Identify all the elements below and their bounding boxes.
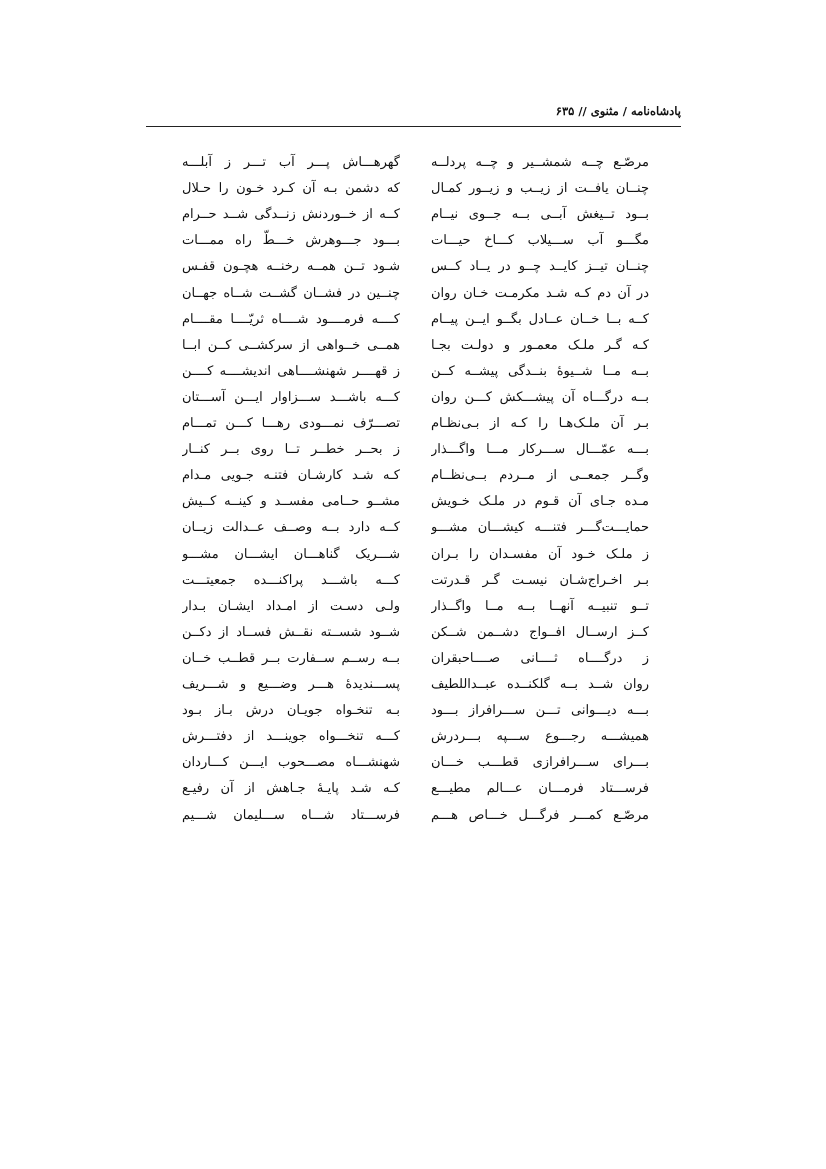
verse-couplet xyxy=(146,202,681,228)
verse-couplet xyxy=(146,281,681,307)
hemistich-left: کــه از خــوردنش زنــدگی شــد حــرام xyxy=(182,207,400,223)
hemistich-right: وگــر جمعــی از مــردم بــی‌نظــام xyxy=(431,468,649,484)
hemistich-right: بــود تــیغش آبــی بــه جــوی نیــام xyxy=(431,207,649,223)
hemistich-left: کـه شـد پایـهٔ جـاهش از آن رفیـع xyxy=(182,781,400,797)
verse-couplet xyxy=(146,176,681,202)
hemistich-left: کــــه فرمــــود شــــاه ثریّــــا مقــــام xyxy=(182,311,400,327)
hemistich-right: مگـــو آب ســـیلاب کـــاخ حیـــات xyxy=(431,233,649,249)
hemistich-left: تصـــرّف نمـــودی رهـــا کـــن تمـــام xyxy=(182,416,400,431)
verse-couplet xyxy=(146,385,681,411)
hemistich-right: کــز ارســال افــواج دشــمن شــکن xyxy=(431,624,649,640)
verse-couplet xyxy=(146,254,681,280)
hemistich-left: شــود شســته نقــش فســاد از دکــن xyxy=(182,624,400,640)
hemistich-right: تــو تنبیــه آنهــا بــه مــا واگــذار xyxy=(431,598,649,614)
verse-couplet xyxy=(146,724,681,750)
hemistich-right: مرصّـع چــه شمشــیر و چــه پردلــه xyxy=(431,155,649,170)
hemistich-right: چنــان یافــت از زیــب و زیــور کمـال xyxy=(431,181,649,197)
verse-couplet xyxy=(146,672,681,698)
hemistich-left: که دشمن بـه آن کـرد خـون را حـلال xyxy=(182,181,400,197)
hemistich-left: بـــود جـــوهرش خـــطّ راه ممـــات xyxy=(182,233,400,249)
hemistich-right: ز ملـک خـود آن مفسـدان را بـران xyxy=(431,546,649,562)
hemistich-left: شـــریک گناهـــان ایشـــان مشـــو xyxy=(182,546,400,562)
verse-couplet xyxy=(146,307,681,333)
hemistich-right: فرســـتاد فرمـــان عـــالم مطیـــع xyxy=(431,781,649,797)
hemistich-left: کـــه باشـــد ســـزاوار ایـــن آســـتان xyxy=(182,389,400,405)
hemistich-right: مـده جـای آن قـوم در ملـک خـویش xyxy=(431,494,649,510)
hemistich-right: کـه گـر ملـک معمـور و دولـت بجـا xyxy=(431,337,649,353)
verse-couplet xyxy=(146,698,681,724)
verse-couplet xyxy=(146,489,681,515)
verse-couplet xyxy=(146,359,681,385)
hemistich-right: بـر آن ملـک‌هـا را کـه از بـی‌نظـام xyxy=(431,416,649,431)
hemistich-left: گهرهـــاش پـــر آب تـــر ز آبلـــه xyxy=(182,155,400,170)
hemistich-right: بـــه دیـــوانی تـــن ســـرافراز بـــود xyxy=(431,703,649,719)
hemistich-right: بـر اخـراج‌شـان نیسـت گـر قـدرتت xyxy=(431,572,649,588)
running-header xyxy=(146,98,681,127)
verse-couplet xyxy=(146,411,681,437)
hemistich-left: کـــه تنخـــواه جوینـــد از دفتـــرش xyxy=(182,729,400,745)
hemistich-left: فرســـتاد شـــاه ســـلیمان شـــیم xyxy=(182,807,400,823)
page-title: پادشاه‌نامه / مثنوی // ۶۳۵ xyxy=(555,104,681,118)
hemistich-left: کـــه باشـــد پراکنـــده جمعیتـــت xyxy=(182,572,400,588)
verse-couplet xyxy=(146,150,681,176)
hemistich-right: بــه درگـــاه آن پیشـــکش کـــن روان xyxy=(431,389,649,405)
verse-couplet xyxy=(146,333,681,359)
verse-couplet xyxy=(146,463,681,489)
verse-couplet xyxy=(146,228,681,254)
hemistich-left: پســـندیدهٔ هـــر وضـــیع و شـــریف xyxy=(182,677,400,692)
hemistich-right: چنــان تیــز کایــد چــو در یــاد کــس xyxy=(431,259,649,275)
hemistich-left: کــه دارد بــه وصــف عــدالت زیــان xyxy=(182,520,400,536)
hemistich-left: ولـی دسـت از امـداد ایشـان بـدار xyxy=(182,598,400,614)
hemistich-right: حمایـــت‌گـــر فتنـــه کیشـــان مشـــو xyxy=(431,520,649,536)
hemistich-left: چنــین در فشــان گشــت شــاه جهــان xyxy=(182,285,400,301)
hemistich-right: بــه مــا شــیوهٔ بنــدگی پیشــه کــن xyxy=(431,363,649,379)
hemistich-right: ز درگــــاه ثــــانی صــــاحبقران xyxy=(431,650,649,666)
verse-couplet xyxy=(146,515,681,541)
hemistich-right: همیشـــه رجـــوع ســـپه بـــردرش xyxy=(431,729,649,745)
hemistich-right: روان شــد بــه گلکنــده عبــداللطیف xyxy=(431,677,649,692)
verse-couplet xyxy=(146,620,681,646)
verse-couplet xyxy=(146,568,681,594)
hemistich-left: ز قهــــر شهنشــــاهی اندیشــــه کــــن xyxy=(182,363,400,379)
hemistich-right: مرصّـع کمـــر فرگـــل خـــاص هـــم xyxy=(431,807,649,823)
hemistich-right: کــه بــا خــان عــادل بگــو ایــن پیــام xyxy=(431,311,649,327)
hemistich-left: کـه شـد کارشـان فتنـه جـویی مـدام xyxy=(182,468,400,484)
verse-couplet xyxy=(146,750,681,776)
verse-couplet xyxy=(146,542,681,568)
hemistich-right: در آن دم کـه شـد مکرمـت خـان روان xyxy=(431,285,649,301)
hemistich-left: شهنشـــاه مصـــحوب ایـــن کـــاردان xyxy=(182,755,400,771)
hemistich-left: بـه تنخـواه جویـان درش بـاز بـود xyxy=(182,703,400,719)
hemistich-left: شـود تــن همــه رخنــه هچـون قفـس xyxy=(182,259,400,275)
hemistich-left: ز بحــر خطــر تــا روی بــر کنــار xyxy=(182,442,400,458)
verse-couplet xyxy=(146,776,681,802)
hemistich-left: بــه رســم ســفارت بــر قطــب خــان xyxy=(182,650,400,666)
verse-couplet xyxy=(146,594,681,620)
verse-couplet xyxy=(146,437,681,463)
hemistich-left: مشــو حــامی مفســد و کینــه کــیش xyxy=(182,494,400,510)
poem-verses xyxy=(146,150,681,870)
hemistich-right: بـــه عمّـــال ســـرکار مـــا واگـــذار xyxy=(431,442,649,458)
verse-couplet xyxy=(146,803,681,829)
verse-couplet xyxy=(146,646,681,672)
hemistich-left: همــی خــواهی از سرکشــی کــن ابــا xyxy=(182,337,400,353)
hemistich-right: بـــرای ســـرافرازی قطـــب خـــان xyxy=(431,755,649,771)
